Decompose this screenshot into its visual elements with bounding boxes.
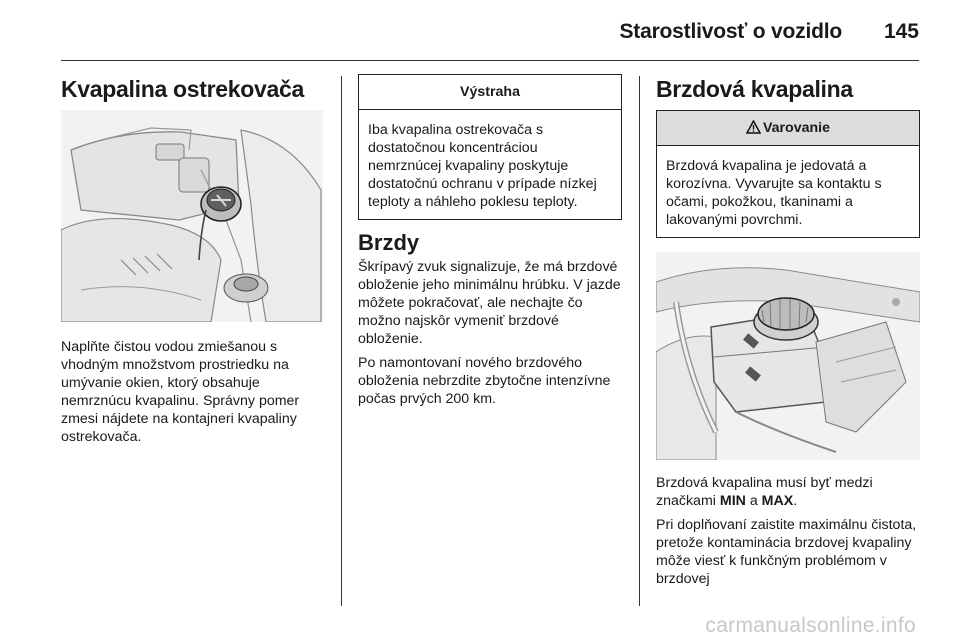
brake-fluid-level-note xyxy=(656,474,920,510)
warning-box xyxy=(656,110,920,238)
column-divider-2 xyxy=(639,76,640,606)
section-title: Starostlivosť o vozidlo xyxy=(619,20,842,43)
level-note-text: Brzdová kvapalina musí byť medzi značkami xyxy=(656,475,873,509)
header-divider xyxy=(61,60,919,61)
brake-fluid-cleanliness-note: Pri doplňovaní zaistite maximálnu čistota, pretože kontaminácia brzdovej kvapaliny môže viesť k funkčným problémom v brzdovej xyxy=(656,517,917,587)
watermark: carmanualsonline.info xyxy=(705,614,916,637)
min-mark-label: MIN xyxy=(719,493,746,509)
warning-heading: Varovanie xyxy=(762,120,831,136)
level-note-conjunction: a xyxy=(745,493,762,509)
notice-box xyxy=(358,74,622,220)
washer-fluid-instructions: Naplňte čistou vodou zmiešanou s vhodným množstvom prostriedku na umývanie okien, ktorý obsahuje nemrznúcu kvapalinu. Správny pomer zmesi nájdete na kontajneri kvapaliny ostrekovača. xyxy=(61,339,300,445)
brake-fluid-reservoir-illustration xyxy=(656,252,920,460)
max-mark-label: MAX xyxy=(761,493,794,509)
notice-text: Iba kvapalina ostrekovača s dostatočnou koncentráciou nemrznúcej kvapaliny poskytuje dostatočnú ochranu v prípade nízkej teploty a náhleho poklesu teploty. xyxy=(368,122,597,210)
brakes-paragraph-1: Škrípavý zvuk signalizuje, že má brzdové obloženie jeho minimálnu hrúbku. V jazde môžete pokračovať, ale nechajte čo možno najskôr vymeniť brzdové obloženie. xyxy=(358,259,621,347)
warning-triangle-icon xyxy=(746,120,761,134)
column-washer-fluid xyxy=(61,74,323,452)
column-divider-1 xyxy=(341,76,342,606)
notice-heading: Výstraha xyxy=(359,75,621,110)
brakes-heading: Brzdy xyxy=(358,230,420,255)
warning-header xyxy=(657,111,919,146)
page-number: 145 xyxy=(883,20,919,43)
level-note-end: . xyxy=(793,493,798,509)
washer-fluid-reservoir-illustration xyxy=(61,110,323,322)
column-brakes xyxy=(358,74,622,414)
warning-text: Brzdová kvapalina je jedovatá a korozívna. Vyvarujte sa kontaktu s očami, pokožkou, tkaninami a lakovanými povrchmi. xyxy=(666,158,882,228)
column-brake-fluid xyxy=(656,74,920,594)
brakes-paragraph-2: Po namontovaní nového brzdového obloženia nebrzdite zbytočne intenzívne počas prvých 200 km. xyxy=(358,355,611,407)
brake-fluid-heading: Brzdová kvapalina xyxy=(656,76,853,102)
washer-fluid-heading: Kvapalina ostrekovača xyxy=(61,76,304,102)
